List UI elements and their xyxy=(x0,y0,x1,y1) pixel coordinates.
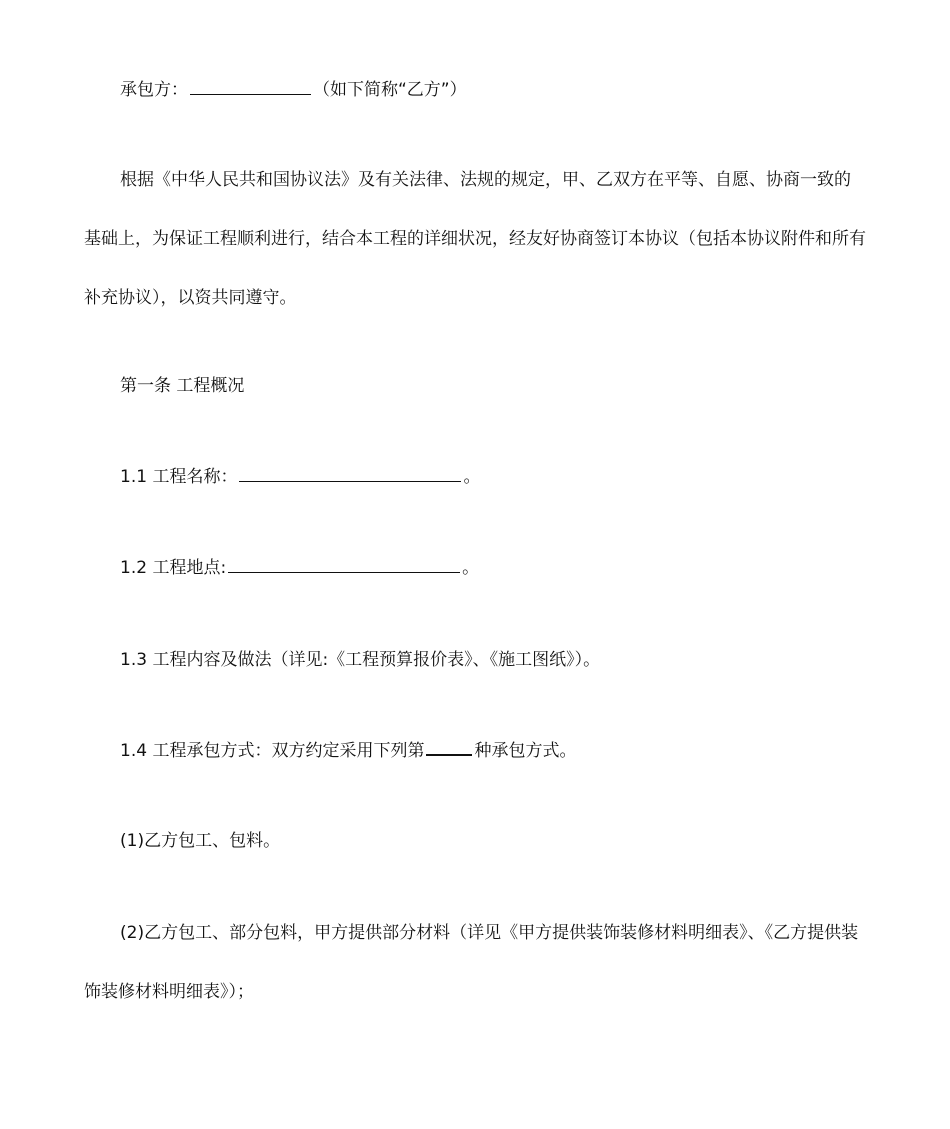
item-1-3-project-content: 1.3 工程内容及做法（详见:《工程预算报价表》、《施工图纸》）。 xyxy=(120,650,601,670)
project-location-blank[interactable] xyxy=(228,571,460,573)
contract-mode-blank[interactable] xyxy=(426,753,472,756)
item-1-2-end: 。 xyxy=(462,558,480,578)
item-1-1-label: 1.1 工程名称： xyxy=(120,467,238,487)
option-1: (1)乙方包工、包料。 xyxy=(120,831,281,851)
item-1-4-contract-mode xyxy=(84,740,866,762)
preamble-paragraph: 根据《中华人民共和国协议法》及有关法律、法规的规定，甲、乙双方在平等、自愿、协商一致的基础上，为保证工程顺利进行，结合本工程的详细状况，经友好协商签订本协议（包括本协议附件和所有补充协议），以资共同遵守。 xyxy=(84,170,866,308)
article-1-title: 第一条 工程概况 xyxy=(120,376,245,396)
item-1-2-project-location xyxy=(84,557,866,579)
contractor-line xyxy=(84,79,866,101)
item-1-1-project-name xyxy=(84,466,866,488)
item-1-4-label: 1.4 工程承包方式：双方约定采用下列第 xyxy=(120,741,425,761)
contractor-label: 承包方： xyxy=(120,80,188,100)
contractor-suffix: （如下简称“乙方”） xyxy=(313,80,467,100)
contractor-name-blank[interactable] xyxy=(190,93,311,95)
option-2: (2)乙方包工、部分包料，甲方提供部分材料（详见《甲方提供装饰装修材料明细表》、《乙方提供装饰装修材料明细表》）； xyxy=(84,923,859,1002)
item-1-2-label: 1.2 工程地点: xyxy=(120,558,227,578)
item-1-1-end: 。 xyxy=(463,467,481,487)
project-name-blank[interactable] xyxy=(239,480,461,482)
item-1-4-end: 种承包方式。 xyxy=(474,741,577,761)
